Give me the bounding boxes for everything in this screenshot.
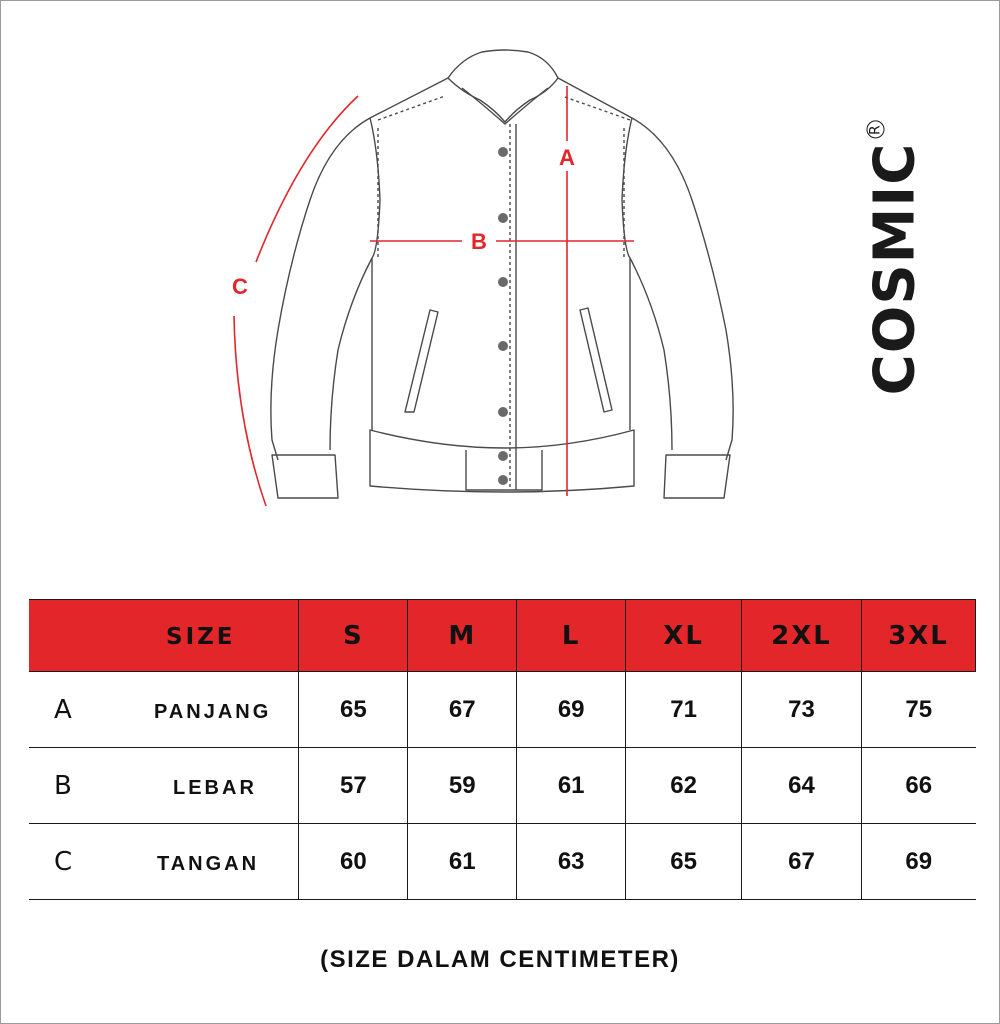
table-header-row xyxy=(29,600,976,672)
table-cell: 71 xyxy=(626,672,742,748)
table-cell: 69 xyxy=(862,824,976,900)
table-cell: 61 xyxy=(408,824,517,900)
button-dot xyxy=(498,341,508,351)
row-name: LEBAR xyxy=(173,776,257,799)
registered-mark: R xyxy=(867,121,885,139)
brand-logo xyxy=(863,121,928,396)
table-cell: 57 xyxy=(299,748,408,824)
button-dot xyxy=(498,407,508,417)
table-cell: 63 xyxy=(517,824,626,900)
header-size-m: M xyxy=(408,600,517,672)
row-label xyxy=(29,672,299,748)
table-row-panjang xyxy=(29,672,976,748)
row-label xyxy=(29,824,299,900)
button-dot xyxy=(498,213,508,223)
measure-label-c: C xyxy=(232,274,248,299)
row-letter: A xyxy=(54,694,72,725)
measure-curve-c-upper xyxy=(256,96,358,262)
table-cell: 60 xyxy=(299,824,408,900)
row-name: TANGAN xyxy=(157,852,260,875)
jacket-buttons xyxy=(498,147,508,485)
button-dot xyxy=(498,475,508,485)
row-label xyxy=(29,748,299,824)
table-row-lebar xyxy=(29,748,976,824)
table-cell: 64 xyxy=(742,748,862,824)
brand-name: COSMIC xyxy=(862,142,928,396)
table-row-tangan xyxy=(29,824,976,900)
table-cell: 65 xyxy=(299,672,408,748)
table-cell: 67 xyxy=(742,824,862,900)
header-size-label: SIZE xyxy=(29,600,299,672)
header-size-l: L xyxy=(517,600,626,672)
header-size-xl: XL xyxy=(626,600,742,672)
table-cell: 69 xyxy=(517,672,626,748)
row-letter: C xyxy=(54,846,73,877)
header-size-3xl: 3XL xyxy=(862,600,976,672)
table-cell: 61 xyxy=(517,748,626,824)
measure-label-b: B xyxy=(471,229,487,254)
header-size-2xl: 2XL xyxy=(742,600,862,672)
table-cell: 59 xyxy=(408,748,517,824)
header-size-s: S xyxy=(299,600,408,672)
row-letter: B xyxy=(54,770,72,801)
unit-footnote: (SIZE DALAM CENTIMETER) xyxy=(320,946,680,973)
row-name: PANJANG xyxy=(154,700,272,723)
table-cell: 67 xyxy=(408,672,517,748)
button-dot xyxy=(498,147,508,157)
table-cell: 66 xyxy=(862,748,976,824)
table-cell: 62 xyxy=(626,748,742,824)
table-cell: 73 xyxy=(742,672,862,748)
measure-curve-c-lower xyxy=(234,316,266,506)
button-dot xyxy=(498,451,508,461)
jacket-outline xyxy=(271,50,733,498)
table-cell: 65 xyxy=(626,824,742,900)
measure-label-a: A xyxy=(559,145,575,170)
size-chart-table xyxy=(29,599,976,900)
table-cell: 75 xyxy=(862,672,976,748)
button-dot xyxy=(498,277,508,287)
